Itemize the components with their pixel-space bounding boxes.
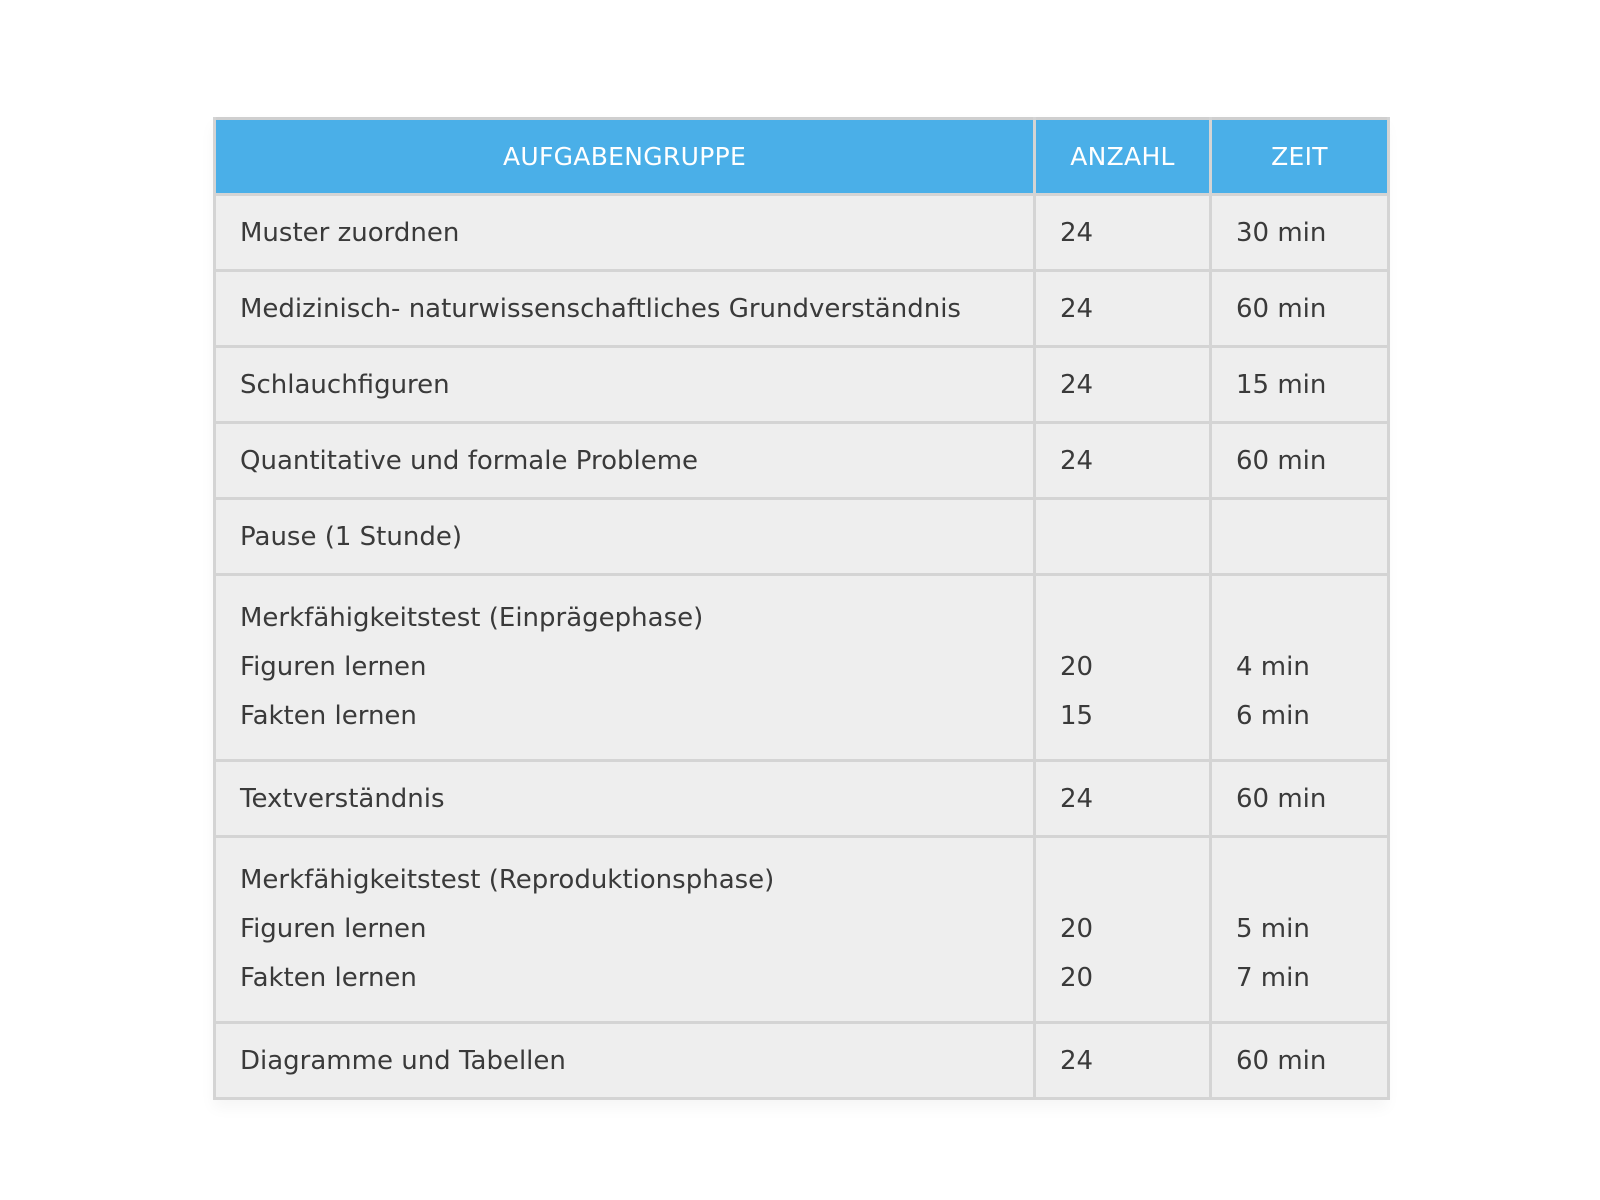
- subtask-label: Fakten lernen: [240, 963, 417, 993]
- time-cell: [1211, 837, 1389, 1023]
- subtask-count: 20: [1060, 652, 1094, 682]
- time-cell: 15 min: [1211, 347, 1389, 423]
- task-group-cell: [215, 575, 1035, 761]
- time-cell: 60 min: [1211, 761, 1389, 837]
- count-cell: 24: [1035, 271, 1211, 347]
- time-cell: 60 min: [1211, 271, 1389, 347]
- header-zeit: ZEIT: [1211, 119, 1389, 195]
- subtask-time: 4 min: [1236, 652, 1310, 682]
- subtask-count: 20: [1060, 914, 1094, 944]
- task-group-cell: Diagramme und Tabellen: [215, 1023, 1035, 1099]
- table-row: [215, 423, 1389, 499]
- subtask-count: 20: [1060, 963, 1094, 993]
- time-cell: 60 min: [1211, 423, 1389, 499]
- header-anzahl: ANZAHL: [1035, 119, 1211, 195]
- time-cell: 60 min: [1211, 1023, 1389, 1099]
- time-cell: 30 min: [1211, 195, 1389, 271]
- table-row-memory-reproduction: [215, 837, 1389, 1023]
- count-cell: 24: [1035, 347, 1211, 423]
- subtask-label: Figuren lernen: [240, 914, 427, 944]
- count-cell: 24: [1035, 761, 1211, 837]
- task-group-cell: [215, 837, 1035, 1023]
- subtask-time: 5 min: [1236, 914, 1310, 944]
- count-cell: 24: [1035, 1023, 1211, 1099]
- count-cell: [1035, 499, 1211, 575]
- task-group-cell: Muster zuordnen: [215, 195, 1035, 271]
- task-group-cell: Textverständnis: [215, 761, 1035, 837]
- table-row: [215, 271, 1389, 347]
- time-cell: [1211, 499, 1389, 575]
- table-row: [215, 195, 1389, 271]
- subtask-time: 7 min: [1236, 963, 1310, 993]
- time-cell: [1211, 575, 1389, 761]
- task-group-cell: Pause (1 Stunde): [215, 499, 1035, 575]
- table-row: [215, 1023, 1389, 1099]
- task-group-cell: Medizinisch- naturwissenschaftliches Grundverständnis: [215, 271, 1035, 347]
- subtask-label: Fakten lernen: [240, 701, 417, 731]
- table-row-pause: [215, 499, 1389, 575]
- subtask-time: 6 min: [1236, 701, 1310, 731]
- count-cell: [1035, 837, 1211, 1023]
- table-row: [215, 347, 1389, 423]
- task-group-title: Merkfähigkeitstest (Einprägephase): [240, 603, 704, 633]
- subtask-count: 15: [1060, 701, 1094, 731]
- header-aufgabengruppe: AUFGABENGRUPPE: [215, 119, 1035, 195]
- task-group-cell: Schlauchfiguren: [215, 347, 1035, 423]
- subtask-label: Figuren lernen: [240, 652, 427, 682]
- test-schedule-table: [213, 117, 1390, 1100]
- count-cell: 24: [1035, 423, 1211, 499]
- table-header-row: [215, 119, 1389, 195]
- count-cell: [1035, 575, 1211, 761]
- table-row: [215, 761, 1389, 837]
- task-group-title: Merkfähigkeitstest (Reproduktionsphase): [240, 865, 775, 895]
- schedule-table-container: [213, 117, 1387, 1100]
- table-row-memory-encoding: [215, 575, 1389, 761]
- count-cell: 24: [1035, 195, 1211, 271]
- task-group-cell: Quantitative und formale Probleme: [215, 423, 1035, 499]
